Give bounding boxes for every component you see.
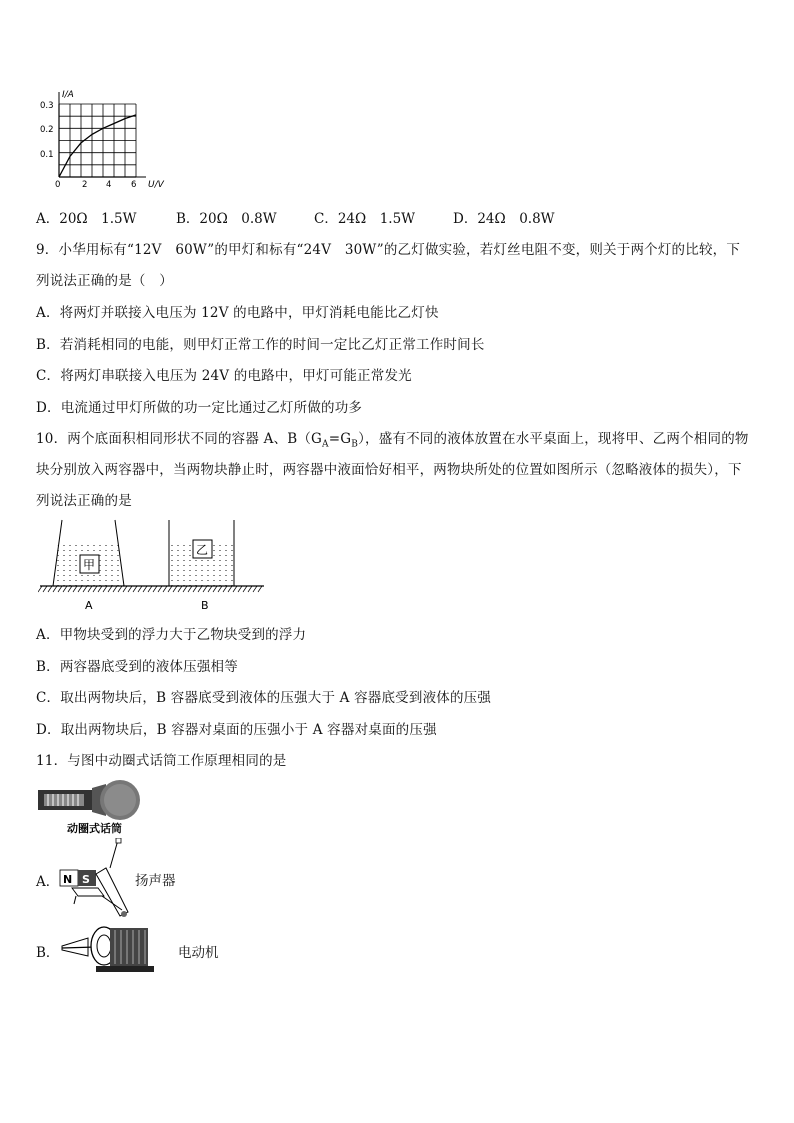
hatch-line	[228, 586, 232, 592]
hatch-line	[123, 586, 127, 592]
hatch-line	[38, 586, 42, 592]
hatch-line	[83, 586, 87, 592]
q10-stem-line2: 块分别放入两容器中，当两物块静止时，两容器中液面恰好相平，两物块所处的位置如图所示（忽略液体的损失），下	[36, 462, 742, 478]
hatch-line	[68, 586, 72, 592]
q11-stem: 11．与图中动圈式话筒工作原理相同的是	[36, 753, 287, 769]
container-b-label: B	[201, 599, 209, 612]
hatch-line	[223, 586, 227, 592]
q10-stem-part2: ），盛有不同的液体放置在水平桌面上，现将甲、乙两个相同的物	[358, 431, 749, 447]
q11-option-a-label: 扬声器	[135, 873, 176, 889]
q11-option-b-letter: B．	[36, 945, 60, 961]
q10-option-c: C．取出两物块后，B 容器底受到液体的压强大于 A 容器底受到液体的压强	[36, 690, 492, 706]
x-tick-label: 4	[106, 180, 112, 190]
iu-graph	[36, 86, 176, 194]
hatch-line	[218, 586, 222, 592]
magnet-s-label: S	[82, 873, 90, 886]
hatch-line	[63, 586, 67, 592]
container-a-label: A	[85, 599, 93, 612]
x-tick-label: 2	[82, 180, 88, 190]
q11-option-b-label: 电动机	[178, 945, 219, 961]
hatch-line	[98, 586, 102, 592]
q10-option-a: A．甲物块受到的浮力大于乙物块受到的浮力	[36, 627, 307, 643]
hatch-line	[118, 586, 122, 592]
containers-figure	[38, 518, 268, 614]
y-axis-label: I/A	[62, 90, 74, 100]
hatch-line	[78, 586, 82, 592]
y-tick-label: 0.1	[40, 150, 54, 160]
hatch-line	[143, 586, 147, 592]
hatch-line	[133, 586, 137, 592]
x-axis-label: U/V	[148, 180, 164, 190]
q10-sub-a: A	[322, 439, 329, 450]
graph-grid	[59, 92, 146, 177]
hatch-line	[233, 586, 237, 592]
hatch-line	[163, 586, 167, 592]
y-tick-label: 0.2	[40, 125, 54, 135]
hatch-line	[58, 586, 62, 592]
speaker-figure	[58, 838, 134, 918]
q10-stem-line1	[36, 427, 749, 450]
motor-body	[110, 928, 148, 966]
hatch-line	[43, 586, 47, 592]
hatch-line	[208, 586, 212, 592]
hatch-line	[138, 586, 142, 592]
hatch-line	[73, 586, 77, 592]
hatch-line	[113, 586, 117, 592]
hatch-line	[203, 586, 207, 592]
hatch-line	[183, 586, 187, 592]
y-tick-label: 0.3	[40, 101, 54, 111]
x-tick-label: 0	[55, 180, 61, 190]
block-jia-label: 甲	[83, 558, 96, 572]
hatch-line	[153, 586, 157, 592]
hatch-line	[108, 586, 112, 592]
hatch-line	[128, 586, 132, 592]
iu-curve	[59, 115, 136, 177]
q9-option-c: C．将两灯串联接入电压为 24V 的电路中，甲灯可能正常发光	[36, 368, 412, 384]
hatch-line	[243, 586, 247, 592]
electric-motor-figure	[60, 922, 158, 974]
q10-eq: =G	[328, 431, 352, 447]
table-hatch	[38, 586, 262, 592]
hatch-line	[168, 586, 172, 592]
q10-stem-part1: 10．两个底面积相同形状不同的容器 A、B（G	[36, 431, 323, 447]
hatch-line	[48, 586, 52, 592]
q9-stem-line2: 列说法正确的是（ ）	[36, 273, 173, 289]
hatch-line	[253, 586, 257, 592]
hatch-line	[93, 586, 97, 592]
dynamic-microphone-figure	[36, 780, 146, 838]
hatch-line	[248, 586, 252, 592]
q8-option-a: A．20Ω 1.5W	[36, 211, 137, 227]
q9-option-a: A．将两灯并联接入电压为 12V 的电路中，甲灯消耗电能比乙灯快	[36, 305, 439, 321]
q8-option-b: B．20Ω 0.8W	[176, 211, 277, 227]
q9-stem-line1: 9．小华用标有“12V 60W”的甲灯和标有“24V 30W”的乙灯做实验，若灯丝电阻不变，则关于两个灯的比较，下	[36, 242, 741, 258]
q8-option-c: C．24Ω 1.5W	[314, 211, 416, 227]
hatch-line	[158, 586, 162, 592]
x-tick-label: 6	[131, 180, 137, 190]
motor-base	[96, 966, 154, 972]
hatch-line	[258, 586, 262, 592]
hatch-line	[88, 586, 92, 592]
hatch-line	[103, 586, 107, 592]
magnet-n-label: N	[63, 873, 73, 886]
block-yi-label: 乙	[196, 543, 209, 557]
hatch-line	[198, 586, 202, 592]
hatch-line	[213, 586, 217, 592]
hatch-line	[193, 586, 197, 592]
hatch-line	[53, 586, 57, 592]
q9-option-b: B．若消耗相同的电能，则甲灯正常工作的时间一定比乙灯正常工作时间长	[36, 337, 485, 353]
q11-option-a-letter: A．	[36, 874, 60, 890]
hatch-line	[178, 586, 182, 592]
q10-option-d: D．取出两物块后，B 容器对桌面的压强小于 A 容器对桌面的压强	[36, 722, 437, 738]
hatch-line	[148, 586, 152, 592]
q8-option-d: D．24Ω 0.8W	[453, 211, 555, 227]
q10-sub-b: B	[351, 439, 359, 450]
mic-caption: 动圈式话筒	[67, 822, 122, 835]
hatch-line	[173, 586, 177, 592]
hatch-line	[238, 586, 242, 592]
q10-option-b: B．两容器底受到的液体压强相等	[36, 659, 238, 675]
q9-option-d: D．电流通过甲灯所做的功一定比通过乙灯所做的功多	[36, 400, 363, 416]
q10-stem-line3: 列说法正确的是	[36, 493, 132, 509]
hatch-line	[188, 586, 192, 592]
